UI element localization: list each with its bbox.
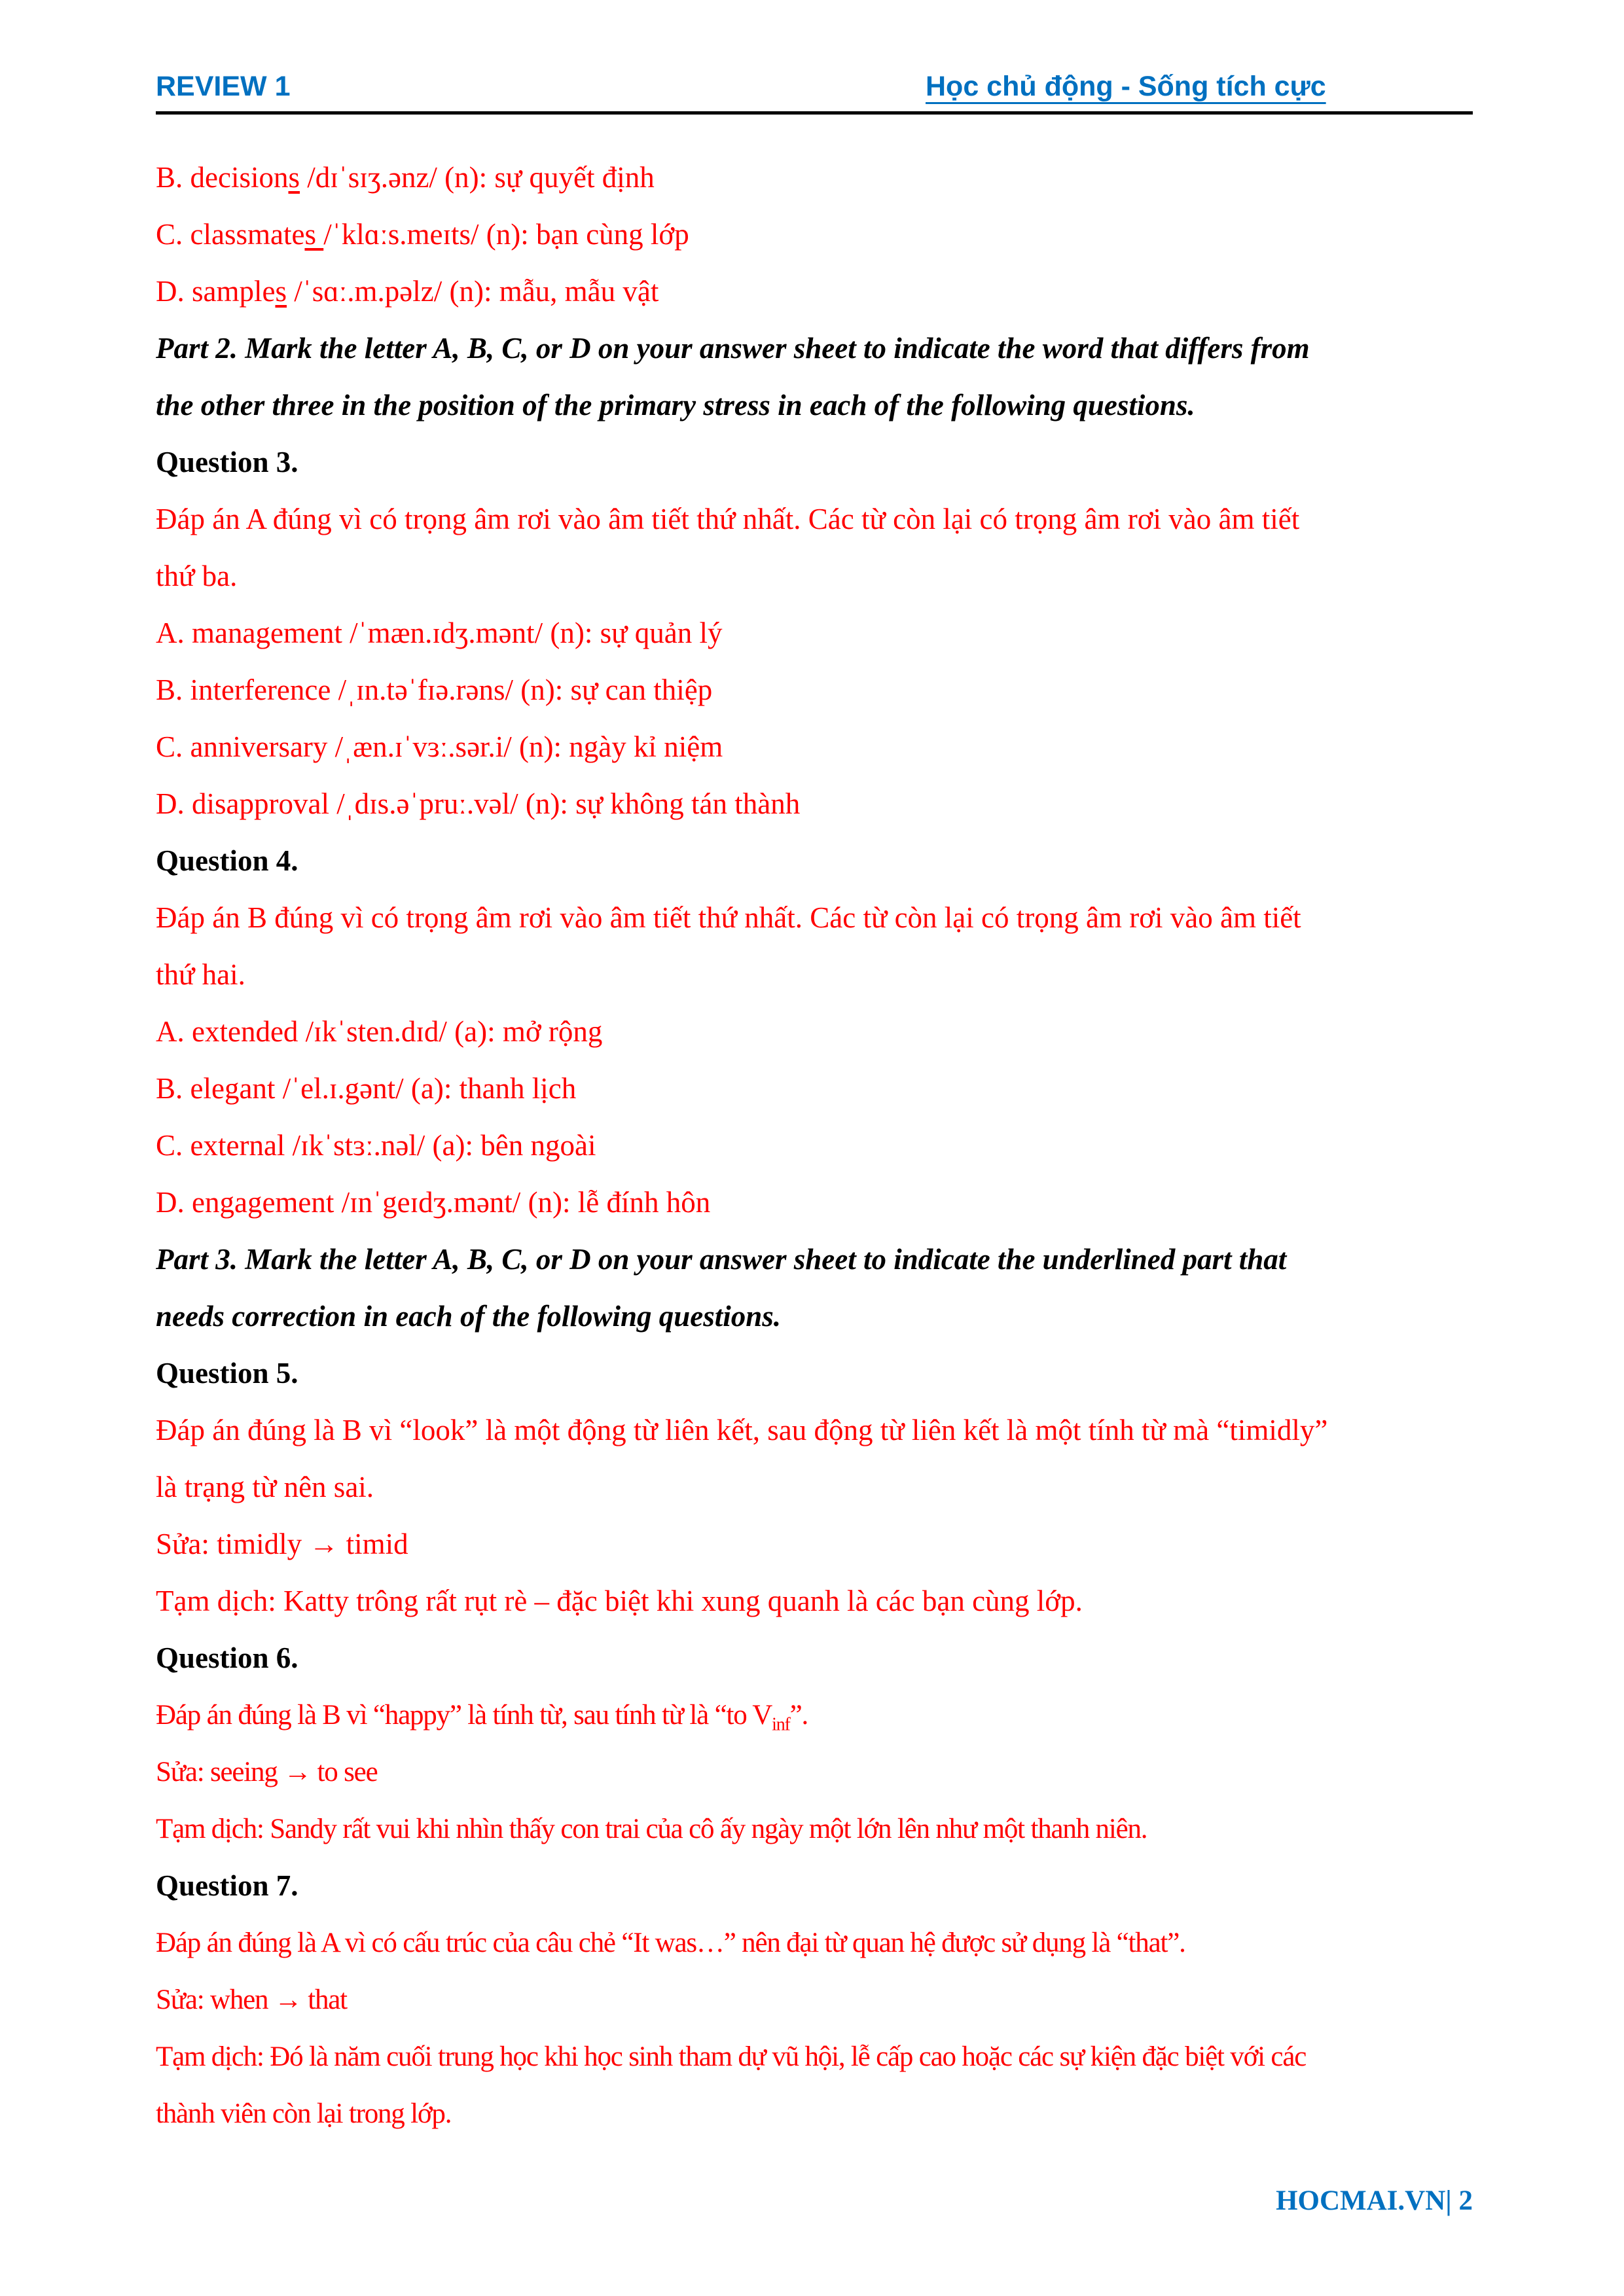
- q7-translation-line2: thành viên còn lại trong lớp.: [156, 2098, 452, 2129]
- q4-option-c: C. external /ɪkˈstɜː.nəl/ (a): bên ngoài: [156, 1129, 596, 1162]
- part2-instruction-line2: the other three in the position of the primary stress in each of the following questions.: [156, 389, 1195, 422]
- q4-explanation-line2: thứ hai.: [156, 958, 245, 991]
- q3-option-a: A. management /ˈmæn.ɪdʒ.mənt/ (n): sự quản lý: [156, 617, 723, 649]
- q4-option-a: A. extended /ɪkˈsten.dɪd/ (a): mở rộng: [156, 1015, 603, 1048]
- q6-translation: Tạm dịch: Sandy rất vui khi nhìn thấy con trai của cô ấy ngày một lớn lên như một thanh niên.: [156, 1814, 1147, 1844]
- q7-translation-line1: Tạm dịch: Đó là năm cuối trung học khi học sinh tham dự vũ hội, lễ cấp cao hoặc các sự kiện đặc biệt với các: [156, 2041, 1307, 2072]
- q7-correction: Sửa: when → that: [156, 1984, 347, 2015]
- q3-explanation-line2: thứ ba.: [156, 560, 238, 592]
- part3-instruction-line2: needs correction in each of the following questions.: [156, 1300, 782, 1333]
- q3-title: Question 3.: [156, 446, 298, 478]
- q2-option-d: D. samples /ˈsɑː.m.pəlz/ (n): mẫu, mẫu vật: [156, 275, 659, 308]
- q5-explanation-line1: Đáp án đúng là B vì “look” là một động từ liên kết, sau động từ liên kết là một tính từ mà “timidly”: [156, 1414, 1328, 1446]
- document-body: [156, 149, 1473, 2142]
- q7-explanation: Đáp án đúng là A vì có cấu trúc của câu chẻ “It was…” nên đại từ quan hệ được sử dụng là “that”.: [156, 1928, 1185, 1958]
- part2-instruction-line1: Part 2. Mark the letter A, B, C, or D on your answer sheet to indicate the word that differs from: [156, 332, 1310, 365]
- q7-title: Question 7.: [156, 1869, 298, 1902]
- q6-title: Question 6.: [156, 1641, 298, 1674]
- q3-option-d: D. disapproval /ˌdɪs.əˈpruː.vəl/ (n): sự không tán thành: [156, 787, 801, 820]
- q4-title: Question 4.: [156, 844, 298, 877]
- q5-correction: Sửa: timidly → timid: [156, 1528, 408, 1560]
- q6-correction: Sửa: seeing → to see: [156, 1757, 378, 1787]
- q3-explanation-line1: Đáp án A đúng vì có trọng âm rơi vào âm tiết thứ nhất. Các từ còn lại có trọng âm rơi vào âm tiết: [156, 503, 1300, 535]
- q6-explanation: Đáp án đúng là B vì “happy” là tính từ, sau tính từ là “to $V_{inf}$”.: [156, 1700, 808, 1735]
- q4-explanation-line1: Đáp án B đúng vì có trọng âm rơi vào âm tiết thứ nhất. Các từ còn lại có trọng âm rơi vào âm tiết: [156, 901, 1301, 934]
- q2-option-c: C. classmates /ˈklɑːs.meɪts/ (n): bạn cùng lớp: [156, 218, 689, 251]
- q2-option-b: B. decisions /dɪˈsɪʒ.ənz/ (n): sự quyết định: [156, 161, 655, 194]
- q3-option-c: C. anniversary /ˌæn.ɪˈvɜː.sər.i/ (n): ngày kỉ niệm: [156, 730, 723, 763]
- page-footer-number: HOCMAI.VN| 2: [1276, 2185, 1473, 2216]
- q4-option-b: B. elegant /ˈel.ɪ.gənt/ (a): thanh lịch: [156, 1072, 577, 1105]
- q4-option-d: D. engagement /ɪnˈgeɪdʒ.mənt/ (n): lễ đính hôn: [156, 1186, 711, 1219]
- header-review-title: REVIEW 1: [156, 71, 291, 102]
- q5-explanation-line2: là trạng từ nên sai.: [156, 1471, 374, 1503]
- part3-instruction-line1: Part 3. Mark the letter A, B, C, or D on your answer sheet to indicate the underlined part that: [156, 1243, 1287, 1276]
- header-slogan: Học chủ động - Sống tích cực: [926, 71, 1326, 102]
- q5-title: Question 5.: [156, 1357, 298, 1390]
- q5-translation: Tạm dịch: Katty trông rất rụt rè – đặc biệt khi xung quanh là các bạn cùng lớp.: [156, 1585, 1083, 1617]
- page-header: [156, 65, 1473, 115]
- q3-option-b: B. interference /ˌɪn.təˈfɪə.rəns/ (n): sự can thiệp: [156, 673, 713, 706]
